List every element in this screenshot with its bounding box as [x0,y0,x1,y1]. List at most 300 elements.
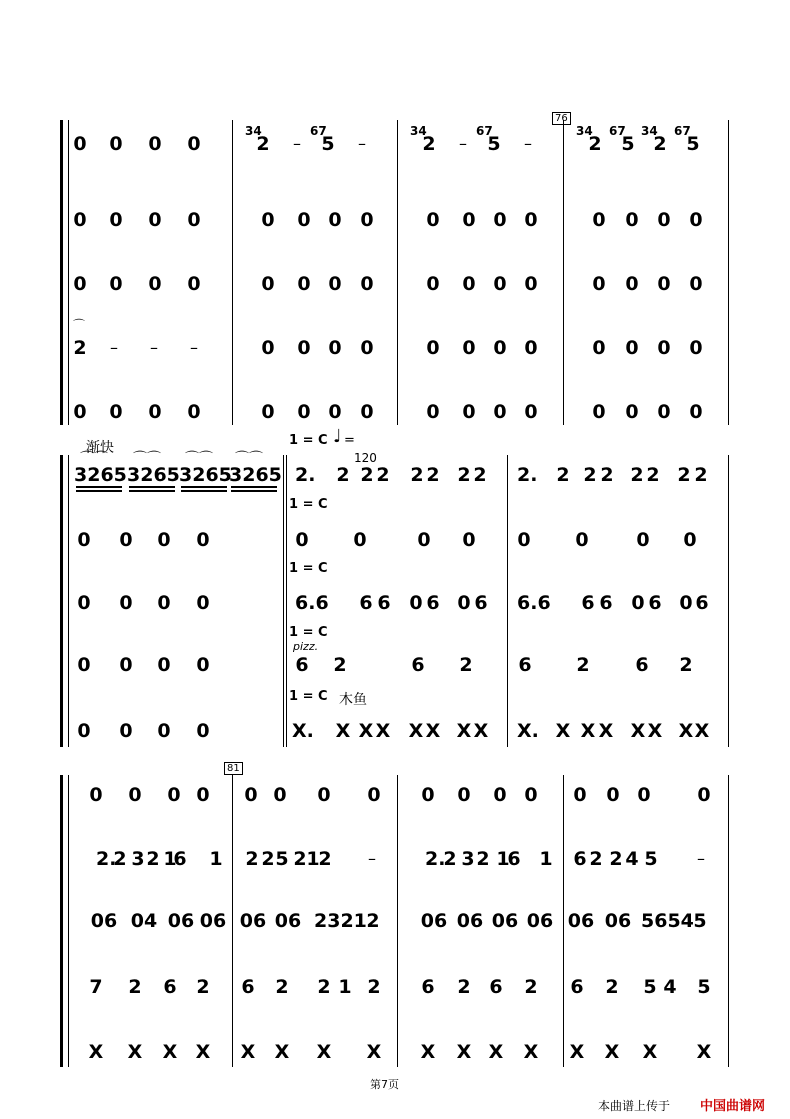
note: 0 [679,592,693,614]
note: 2 [293,848,307,870]
rest-note: 0 [360,401,374,423]
rest-note: 0 [697,784,711,806]
rest-note: 0 [524,209,538,231]
note: X [316,1041,332,1063]
note: 2 [318,848,332,870]
note: 2 [476,848,490,870]
note: X [696,1041,712,1063]
rest-note: 0 [426,209,440,231]
note: 2. [295,464,316,486]
slur-icon: ⌒⌒ [133,451,161,467]
barline [286,455,287,747]
note: X [335,720,351,742]
rest-note: 0 [167,784,181,806]
rest-note: 0 [187,209,201,231]
rest-note: 0 [689,401,703,423]
barline [507,455,508,747]
rest-note: 0 [261,337,275,359]
tempo-marking: 渐快 [86,440,114,456]
key-signature: 1 = C [289,497,328,512]
system-start-barline [68,775,69,1067]
key-signature: 1 = C [289,561,328,576]
dash: – [697,849,705,868]
grace-note: 67 [476,124,493,138]
note: 06 [90,910,118,932]
note: X. [292,720,314,742]
note: 6 [695,592,709,614]
rest-note: 0 [625,401,639,423]
note: 06 [567,910,595,932]
rest-note: 0 [606,784,620,806]
rest-note: 0 [196,784,210,806]
note: 6 [518,654,532,676]
underline [231,486,277,488]
note: 2 [600,464,614,486]
note: 2 [366,910,380,932]
note: 6.6 [517,592,551,614]
rest-note: 0 [625,273,639,295]
rest-note: 0 [297,209,311,231]
note: 6.6 [295,592,329,614]
rest-note: 0 [592,337,606,359]
brace-icon [60,120,63,425]
note: 2 [694,464,708,486]
rest-note: 0 [462,337,476,359]
note: 2 [576,654,590,676]
note: X [555,720,571,742]
note: 3 [131,848,145,870]
rest-note: 0 [297,273,311,295]
note: 2. [96,848,117,870]
rest-note: 0 [77,720,91,742]
rest-note: 0 [109,133,123,155]
rest-note: 0 [196,529,210,551]
rest-note: 0 [109,209,123,231]
note: 6 [359,592,373,614]
rest-note: 0 [592,401,606,423]
note: 5 [275,848,289,870]
note: 5 [697,976,711,998]
note: 2 [360,464,374,486]
rest-note: 0 [637,784,651,806]
note: 6 [241,976,255,998]
note: 06 [167,910,195,932]
fermata-note: 2 [73,337,87,359]
rest-note: 0 [73,401,87,423]
rest-note: 0 [119,654,133,676]
note: 1 [209,848,223,870]
note: 2 [256,133,270,155]
rest-note: 0 [524,401,538,423]
rest-note: 0 [187,273,201,295]
note: X [604,1041,620,1063]
underline [181,490,227,492]
note: X [473,720,489,742]
note: X [694,720,710,742]
note: 06 [526,910,554,932]
bpm-value: 120 [354,451,377,465]
rest-note: 0 [157,529,171,551]
note: 2. [425,848,446,870]
quarter-note-icon: ♩ [333,426,342,447]
rest-note: 0 [657,401,671,423]
rest-note: 0 [462,273,476,295]
note: 6 [570,976,584,998]
grace-note: 34 [410,124,427,138]
note: X [569,1041,585,1063]
note: 2 [609,848,623,870]
barline [728,455,729,747]
rest-note: 0 [683,529,697,551]
note: 2 [583,464,597,486]
rest-note: 0 [524,273,538,295]
note: 6 [411,654,425,676]
note: 06 [274,910,302,932]
rest-note: 0 [636,529,650,551]
pizz-marking: pizz. [293,640,319,653]
rest-note: 0 [328,337,342,359]
fermata-icon: ⌒ [73,318,86,332]
rest-note: 0 [689,337,703,359]
note: 06 [456,910,484,932]
key-signature: 1 = C [289,625,328,640]
dash: – [368,849,376,868]
rest-note: 0 [592,209,606,231]
rest-note: 0 [493,209,507,231]
note: 5 [643,976,657,998]
note: 2 [473,464,487,486]
note: 4 [663,976,677,998]
rest-note: 0 [157,654,171,676]
rest-note: 0 [157,720,171,742]
rest-note: 0 [360,337,374,359]
note: 2 [333,654,347,676]
barline [232,120,233,425]
note: 2 [459,654,473,676]
note: 2 [317,976,331,998]
note: 6 [173,848,187,870]
rest-note: 0 [187,401,201,423]
note: 5 [621,133,635,155]
rest-note: 0 [109,273,123,295]
note: X [375,720,391,742]
rest-note: 0 [297,401,311,423]
note: 2 [679,654,693,676]
rest-note: 0 [196,592,210,614]
rest-note: 0 [77,529,91,551]
rest-note: 0 [573,784,587,806]
rest-note: 0 [689,209,703,231]
rest-note: 0 [426,337,440,359]
note: 2 [588,133,602,155]
note: 1 [306,848,320,870]
note: 2 [113,848,127,870]
note: X [127,1041,143,1063]
note: X [240,1041,256,1063]
note: 2 [457,464,471,486]
note: 6 [648,592,662,614]
note: 1 [338,976,352,998]
note: X [488,1041,504,1063]
rest-note: 0 [148,209,162,231]
rest-note: 0 [187,133,201,155]
rest-note: 0 [119,592,133,614]
rest-note: 0 [575,529,589,551]
note: 1 [163,848,177,870]
note: X [647,720,663,742]
upload-text: 本曲谱上传于 [598,1099,671,1113]
note: 2 [275,976,289,998]
note: 2 [128,976,142,998]
note: X [642,1041,658,1063]
barline [728,775,729,1067]
rest-note: 0 [273,784,287,806]
note-group: 3265 [179,464,232,486]
note: 06 [420,910,448,932]
note: 5 [693,910,707,932]
instrument-label: 木鱼 [339,692,367,708]
slur-icon: ⌒⌒ [80,451,108,467]
note: 2 [367,976,381,998]
note: 2 [677,464,691,486]
note: 2 [605,976,619,998]
underline [231,490,277,492]
rest-note: 0 [148,273,162,295]
rest-note: 0 [625,337,639,359]
barline [397,120,398,425]
rest-note: 0 [148,401,162,423]
grace-note: 67 [609,124,626,138]
rest-note: 0 [109,401,123,423]
rest-note: 0 [517,529,531,551]
rest-note: 0 [119,720,133,742]
rest-note: 0 [360,209,374,231]
dash: – [190,338,198,357]
note: X [456,1041,472,1063]
rest-note: 0 [297,337,311,359]
grace-note: 34 [641,124,658,138]
barline [397,775,398,1067]
rest-note: 0 [462,529,476,551]
barline [563,775,564,1067]
note: X [88,1041,104,1063]
barline [563,120,564,425]
rest-note: 0 [493,401,507,423]
underline [181,486,227,488]
rest-note: 0 [196,720,210,742]
rest-note: 0 [524,337,538,359]
rest-note: 0 [261,209,275,231]
rehearsal-mark: 81 [224,762,243,775]
note: 1 [496,848,510,870]
site-logo: 中国曲谱网 [700,1099,766,1114]
note: X [420,1041,436,1063]
note: 2 [524,976,538,998]
grace-note: 67 [674,124,691,138]
rest-note: 0 [592,273,606,295]
note: 6 [377,592,391,614]
rest-note: 0 [73,133,87,155]
note: 0 [409,592,423,614]
note: 5 [686,133,700,155]
rest-note: 0 [657,273,671,295]
rest-note: 0 [462,209,476,231]
note: 2 [426,464,440,486]
rest-note: 0 [328,401,342,423]
underline [76,486,122,488]
note: 5 [487,133,501,155]
rest-note: 0 [524,784,538,806]
key-signature: 1 = C [289,689,328,704]
dash: – [110,338,118,357]
note: 5 [321,133,335,155]
dash: – [150,338,158,357]
note: X [162,1041,178,1063]
note: 6 [474,592,488,614]
rest-note: 0 [73,273,87,295]
rest-note: 0 [367,784,381,806]
brace-icon [60,775,63,1067]
rest-note: 0 [689,273,703,295]
rest-note: 0 [353,529,367,551]
note: 6 [163,976,177,998]
underline [129,490,175,492]
note: X [425,720,441,742]
note: 2 [556,464,570,486]
note: 3 [461,848,475,870]
note: 6 [489,976,503,998]
note: 1 [539,848,553,870]
note: 6 [426,592,440,614]
note: 2 [336,464,350,486]
key-signature: 1 = C [289,433,328,448]
system-start-barline [68,120,69,425]
rest-note: 0 [657,337,671,359]
note: X [580,720,596,742]
rest-note: 0 [148,133,162,155]
underline [129,486,175,488]
rest-note: 0 [119,529,133,551]
note: X. [517,720,539,742]
note: 4 [625,848,639,870]
note: 2 [410,464,424,486]
note: 2 [245,848,259,870]
note: X [678,720,694,742]
note: 2 [443,848,457,870]
note: X [598,720,614,742]
rest-note: 0 [657,209,671,231]
note: 6 [599,592,613,614]
grace-note: 34 [576,124,593,138]
note: X [274,1041,290,1063]
rest-note: 0 [493,337,507,359]
equals-sign: = [344,433,355,448]
page-number: 第7页 [370,1078,399,1091]
rest-note: 0 [77,654,91,676]
note: 2 [376,464,390,486]
rest-note: 0 [426,273,440,295]
note: 2 [457,976,471,998]
note: 2 [630,464,644,486]
note: X [358,720,374,742]
note: 2321 [314,910,367,932]
note: 2 [646,464,660,486]
note: 6 [635,654,649,676]
rest-note: 0 [73,209,87,231]
note: 2. [517,464,538,486]
note: 0 [457,592,471,614]
rest-note: 0 [328,273,342,295]
note: 6 [581,592,595,614]
note-group: 3265 [229,464,282,486]
note: 0 [631,592,645,614]
note: 2 [146,848,160,870]
rest-note: 0 [493,784,507,806]
rest-note: 0 [244,784,258,806]
system-start-barline [68,455,69,747]
rest-note: 0 [196,654,210,676]
note: X [523,1041,539,1063]
note: 2 [261,848,275,870]
rest-note: 0 [462,401,476,423]
rest-note: 0 [328,209,342,231]
rest-note: 0 [77,592,91,614]
dash: – [524,134,532,153]
note: 06 [491,910,519,932]
dash: – [358,134,366,153]
note: 5 [644,848,658,870]
grace-note: 67 [310,124,327,138]
rest-note: 0 [426,401,440,423]
note: 2 [422,133,436,155]
dash: – [293,134,301,153]
rest-note: 0 [89,784,103,806]
note: 6 [421,976,435,998]
note: X [366,1041,382,1063]
underline [76,490,122,492]
rest-note: 0 [457,784,471,806]
note-group: 3265 [74,464,127,486]
dash: – [459,134,467,153]
rest-note: 0 [360,273,374,295]
note: 2 [196,976,210,998]
note: 7 [89,976,103,998]
barline [232,775,233,1067]
note: X [630,720,646,742]
rehearsal-mark: 76 [552,112,571,125]
note: 06 [604,910,632,932]
note: 6 [573,848,587,870]
note: 06 [199,910,227,932]
barline [728,120,729,425]
note: 2 [653,133,667,155]
rest-note: 0 [157,592,171,614]
rest-note: 0 [317,784,331,806]
grace-note: 34 [245,124,262,138]
rest-note: 0 [261,401,275,423]
rest-note: 0 [421,784,435,806]
note: 5654 [641,910,694,932]
barline [283,455,284,747]
rest-note: 0 [417,529,431,551]
rest-note: 0 [128,784,142,806]
note: 2 [589,848,603,870]
note: 04 [130,910,158,932]
rest-note: 0 [261,273,275,295]
note: X [408,720,424,742]
brace-icon [60,455,63,747]
note-group: 3265 [127,464,180,486]
